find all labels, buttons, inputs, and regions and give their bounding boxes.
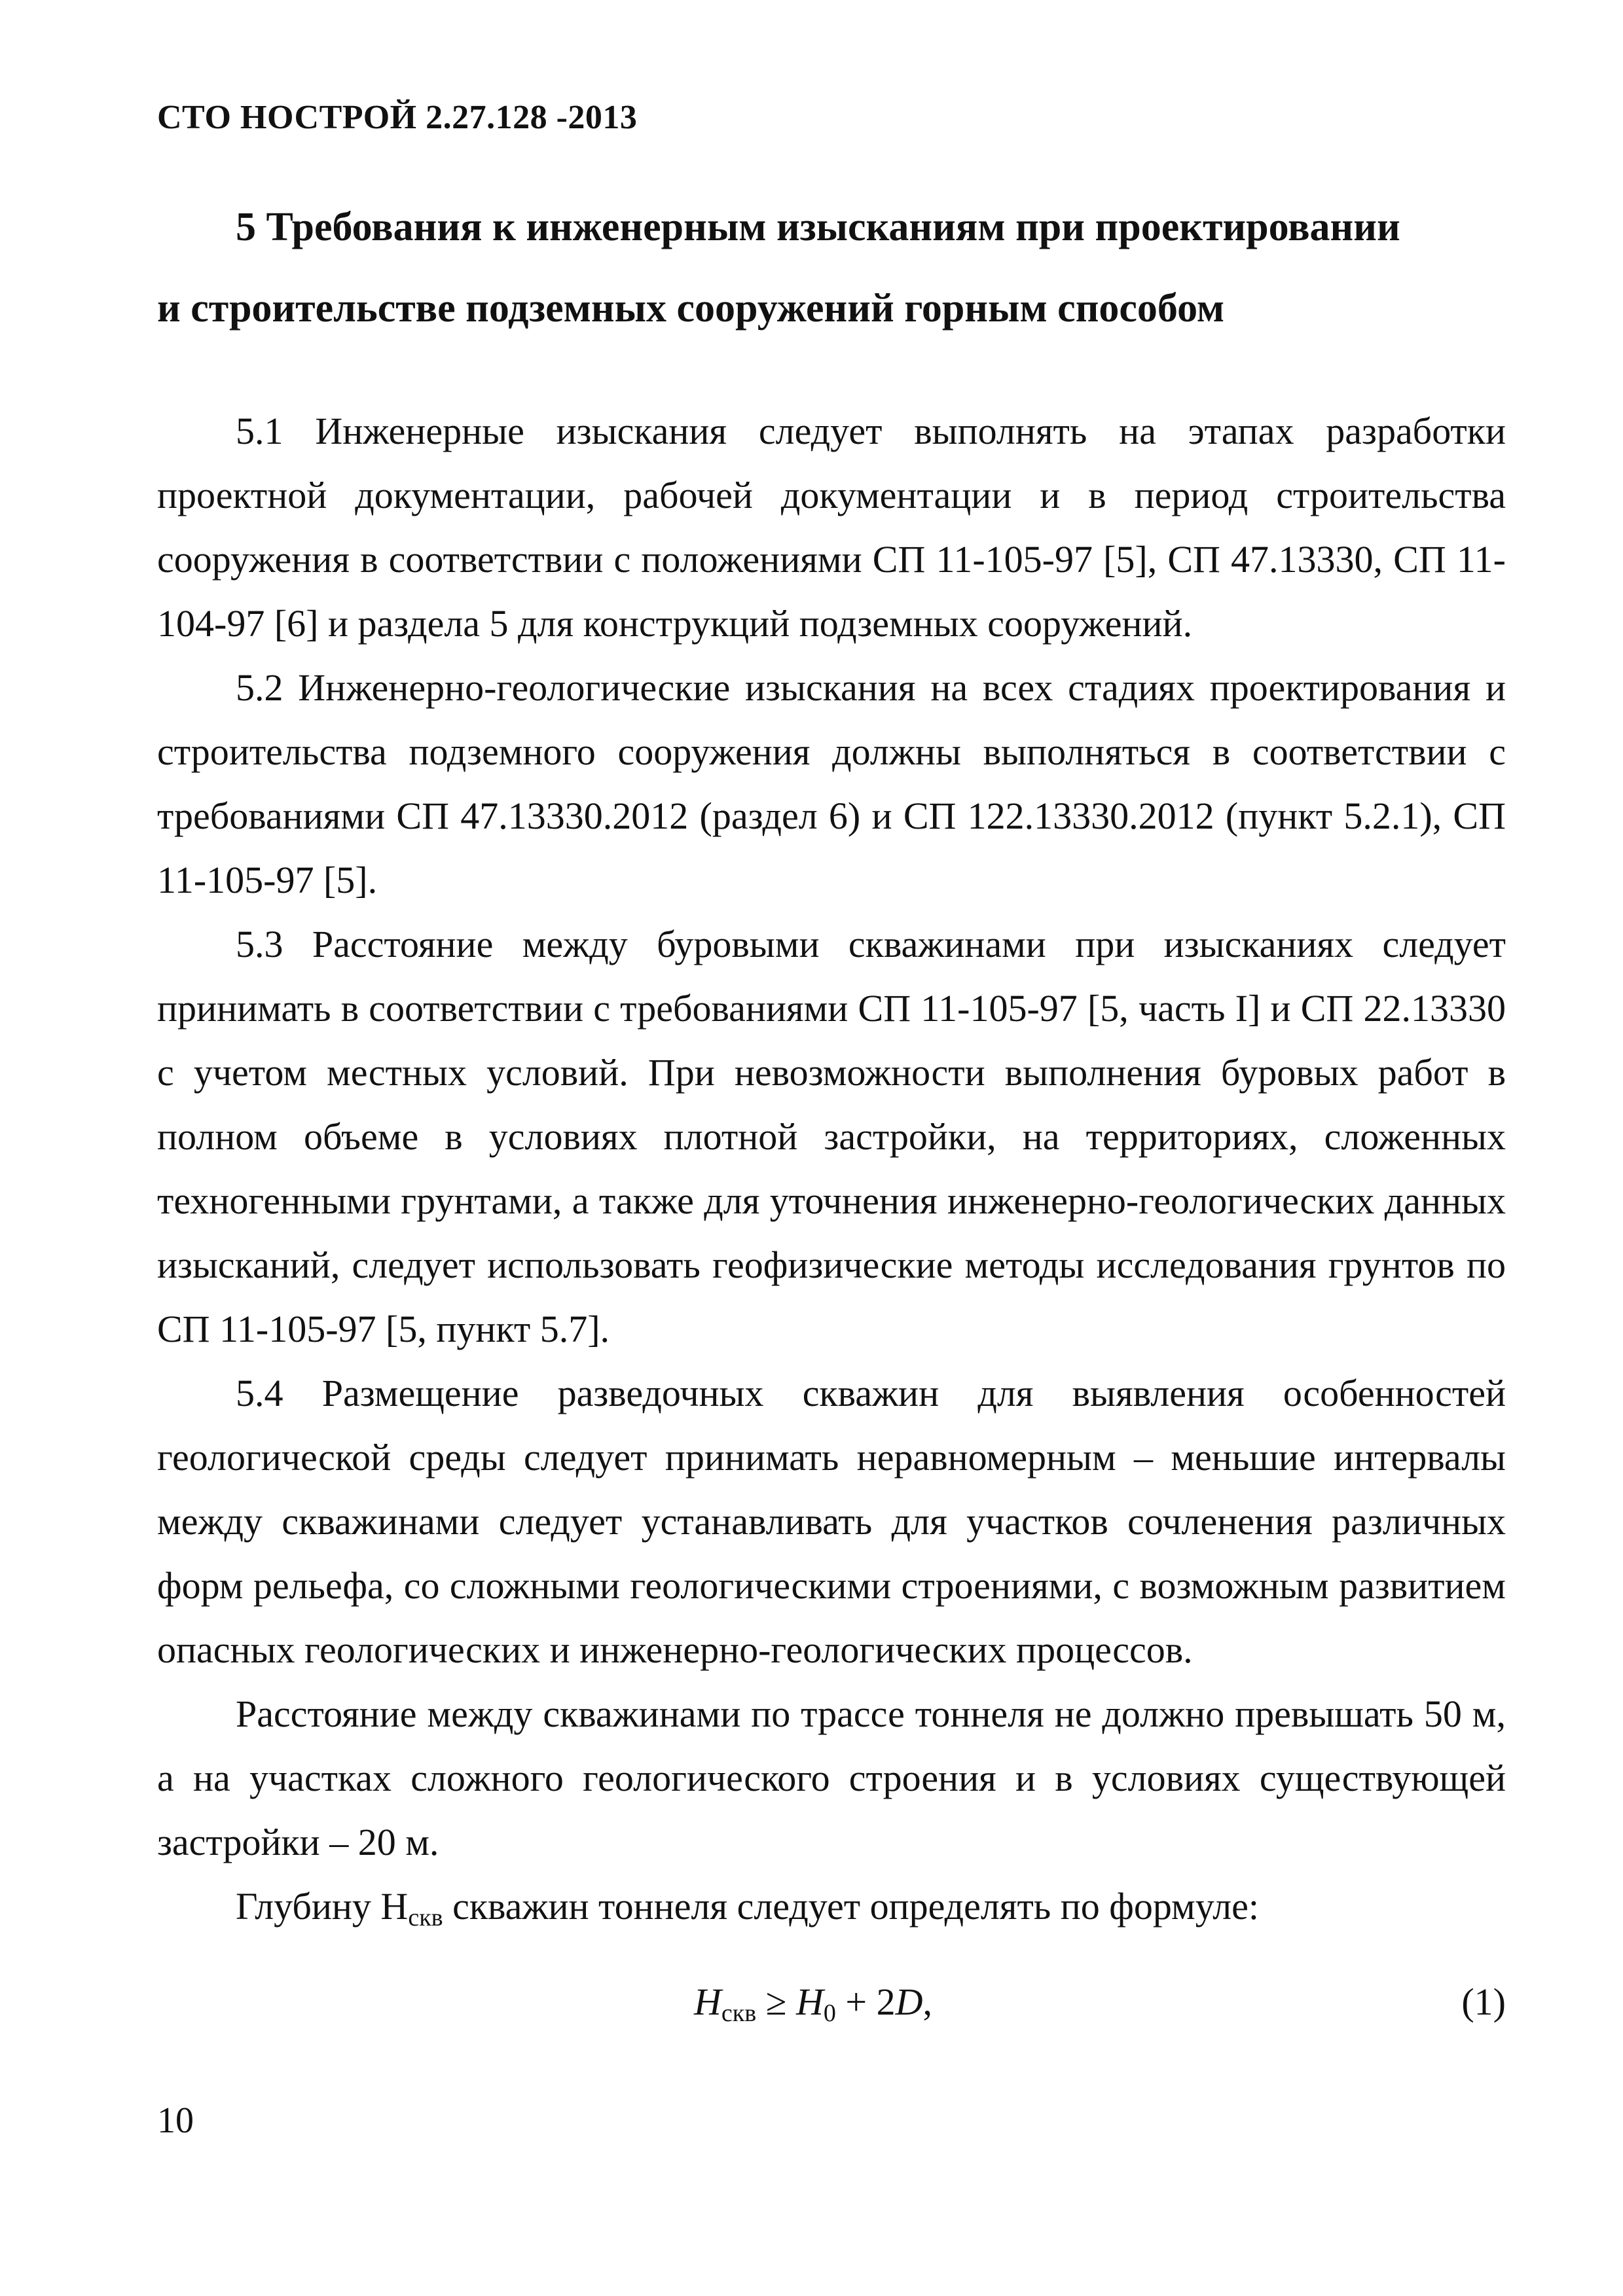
page-number: 10 — [157, 2100, 194, 2141]
depth-text-before: Глубину Н — [236, 1885, 409, 1928]
formula-rhs-subscript: 0 — [823, 2000, 836, 2027]
formula-rhs: H — [796, 1981, 824, 2023]
section-heading — [157, 187, 1506, 349]
section-title-line-2: и строительстве подземных сооружений горным способом — [157, 286, 1225, 331]
paragraph-5-4: 5.4 Размещение разведочных скважин для выявления особенностей геологической среды следует принимать неравномерным – меньшие интервалы между скважинами следует устанавливать для участков сочленения различных форм рельефа, со сложными геологическими строениями, с возможным развитием опасных геологических и инженерно-геологических процессов. — [157, 1372, 1506, 1671]
formula-lhs: H — [694, 1981, 721, 2023]
paragraph-5-3: 5.3 Расстояние между буровыми скважинами при изысканиях следует принимать в соответствии с требованиями СП 11-105-97 [5, часть I] и СП 22.13330 с учетом местных условий. При невозможности выполнения буровых работ в полном объеме в условиях плотной застройки, на территориях, сложенных техногенными грунтами, а также для уточнения инженерно-геологических данных изысканий, следует использовать геофизические методы исследования грунтов по СП 11-105-97 [5, пункт 5.7]. — [157, 923, 1506, 1350]
formula-operator: ≥ — [756, 1981, 797, 2023]
section-title-line-1: 5 Требования к инженерным изысканиям при проектировании — [236, 205, 1400, 249]
formula-1 — [694, 1980, 933, 2027]
paragraph-5-1: 5.1 Инженерные изыскания следует выполнять на этапах разработки проектной документации, рабочей документации и в период строительства сооружения в соответствии с положениями СП 11-105-97 [5], СП 47.13330, СП 11-104-97 [6] и раздела 5 для конструкций подземных сооружений. — [157, 410, 1506, 645]
paragraph-spacing: Расстояние между скважинами по трассе тоннеля не должно превышать 50 м, а на участках сложного геологического строения и в условиях существующей застройки – 20 м. — [157, 1693, 1506, 1863]
body-text — [157, 399, 1506, 1939]
formula-number: (1) — [1461, 1981, 1506, 2023]
depth-subscript: скв — [408, 1904, 443, 1931]
standard-code: СТО НОСТРОЙ 2.27.128 -2013 — [157, 99, 638, 136]
formula-tail-punct: , — [922, 1981, 933, 2023]
paragraph-5-2: 5.2 Инженерно-геологические изыскания на всех стадиях проектирования и строительства подземного сооружения должны выполняться в соответствии с требованиями СП 47.13330.2012 (раздел 6) и СП 122.13330.2012 (пункт 5.2.1), СП 11-105-97 [5]. — [157, 666, 1506, 901]
formula-plus: + 2 — [835, 1981, 896, 2023]
paragraph-depth-formula-intro — [157, 1874, 1506, 1939]
formula-lhs-subscript: скв — [721, 2000, 757, 2027]
depth-text-after: скважин тоннеля следует определять по формуле: — [443, 1885, 1259, 1928]
formula-tail-var: D — [895, 1981, 923, 2023]
formula-row — [157, 1980, 1506, 2045]
